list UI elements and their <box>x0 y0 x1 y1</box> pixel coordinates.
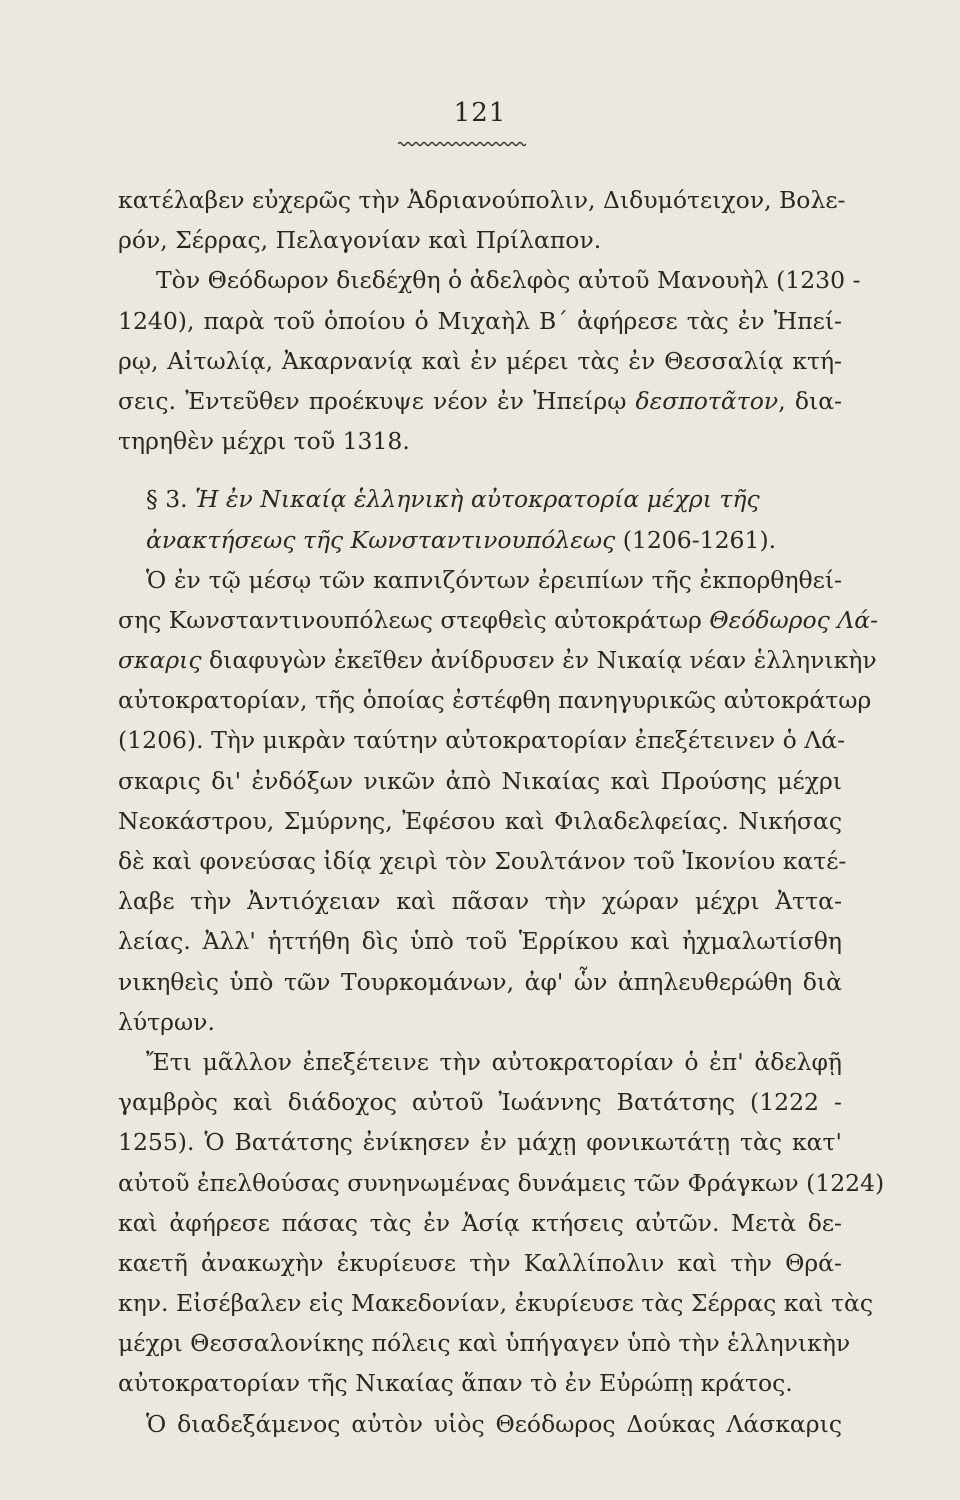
text-line: τηρηθὲν μέχρι τοῦ 1318. <box>118 427 410 456</box>
text-line: λύτρων. <box>118 1007 215 1036</box>
text-line: αὐτοκρατορίαν, τῆς ὁποίας ἐστέφθη πανηγυρικῶς αὐτοκράτωρ <box>118 686 872 715</box>
text-line: καὶ ἀφήρεσε πάσας τὰς ἐν Ἀσίᾳ κτήσεις αὐτῶν. Μετὰ δε- <box>118 1208 842 1237</box>
text-line: λαβε τὴν Ἀντιόχειαν καὶ πᾶσαν τὴν χώραν μέχρι Ἀττα- <box>118 887 842 916</box>
text-line: αὐτοῦ ἐπελθούσας συνηνωμένας δυνάμεις τῶν Φράγκων (1224) <box>118 1168 885 1197</box>
text-line: Τὸν Θεόδωρον διεδέχθη ὁ ἀδελφὸς αὐτοῦ Μανουὴλ (1230 - <box>156 266 861 295</box>
text-line: σκαρις δι' ἐνδόξων νικῶν ἀπὸ Νικαίας καὶ Προύσης μέχρι <box>118 766 842 795</box>
text-line <box>118 600 879 640</box>
italic-name: Θεόδωρος Λά- <box>709 605 879 634</box>
text-line: Ὁ ἐν τῷ μέσῳ τῶν καπνιζόντων ἐρειπίων τῆς ἐκπορθηθεί- <box>146 565 842 594</box>
text-segment: , δια- <box>778 386 842 415</box>
text-line: (1206). Τὴν μικρὰν ταύτην αὐτοκρατορίαν ἐπεξέτεινεν ὁ Λά- <box>118 726 846 755</box>
text-line: 1240), παρὰ τοῦ ὁποίου ὁ Μιχαὴλ Β΄ ἀφήρεσε τὰς ἐν Ἠπεί- <box>118 306 842 335</box>
italic-name: σκαρις <box>118 646 202 675</box>
section-heading-line-2 <box>118 520 842 560</box>
text-line: Ἔτι μᾶλλον ἐπεξέτεινε τὴν αὐτοκρατορίαν ὁ ἐπ' ἀδελφῇ <box>146 1047 842 1076</box>
text-line: Ὁ διαδεξάμενος αὐτὸν υἱὸς Θεόδωρος Δούκας Λάσκαρις <box>146 1409 842 1438</box>
page-number: 121 <box>453 98 507 128</box>
text-segment: σεις. Ἐντεῦθεν προέκυψε νέον ἐν Ἠπείρῳ <box>118 386 636 415</box>
text-line: καετῆ ἀνακωχὴν ἐκυρίευσε τὴν Καλλίπολιν καὶ τὴν Θρά- <box>118 1248 842 1277</box>
text-line: κατέλαβεν εὐχερῶς τὴν Ἀδριανούπολιν, Διδυμότειχον, Βολε- <box>118 186 846 214</box>
text-line: κην. Εἰσέβαλεν εἰς Μακεδονίαν, ἐκυρίευσε τὰς Σέρρας καὶ τὰς <box>118 1289 874 1318</box>
text-segment: διαφυγὼν ἐκεῖθεν ἀνίδρυσεν ἐν Νικαίᾳ νέαν ἑλληνικὴν <box>201 646 877 675</box>
section-title: Ἡ ἐν Νικαίᾳ ἑλληνικὴ αὐτοκρατορία μέχρι τῆς <box>195 485 760 514</box>
section-spacer <box>118 461 842 479</box>
text-segment: σης Κωνσταντινουπόλεως στεφθεὶς αὐτοκράτωρ <box>118 605 710 634</box>
text-line: ρόν, Σέρρας, Πελαγονίαν καὶ Πρίλαπον. <box>118 226 602 255</box>
section-marker: § 3. <box>146 485 188 514</box>
section-dates: (1206-1261). <box>622 525 777 554</box>
text-line: 1255). Ὁ Βατάτσης ἐνίκησεν ἐν μάχῃ φονικωτάτῃ τὰς κατ' <box>118 1128 842 1157</box>
text-line <box>118 640 877 680</box>
text-line <box>118 381 842 421</box>
text-line: δὲ καὶ φονεύσας ἰδίᾳ χειρὶ τὸν Σουλτάνον τοῦ Ἰκονίου κατέ- <box>118 847 847 875</box>
decorative-rule <box>398 140 526 148</box>
italic-term: δεσποτᾶτον <box>635 386 779 415</box>
text-line: μέχρι Θεσσαλονίκης πόλεις καὶ ὑπήγαγεν ὑπὸ τὴν ἑλληνικὴν <box>118 1329 851 1358</box>
text-line: ρῳ, Αἰτωλίᾳ, Ἀκαρνανίᾳ καὶ ἐν μέρει τὰς ἐν Θεσσαλίᾳ κτή- <box>118 346 842 375</box>
text-line: Νεοκάστρου, Σμύρνης, Ἐφέσου καὶ Φιλαδελφείας. Νικήσας <box>118 806 842 835</box>
text-line: λείας. Ἀλλ' ἡττήθη δὶς ὑπὸ τοῦ Ἑρρίκου καὶ ἠχμαλωτίσθη <box>118 927 842 956</box>
text-line: γαμβρὸς καὶ διάδοχος αὐτοῦ Ἰωάννης Βατάτσης (1222 - <box>118 1088 842 1117</box>
text-line: αὐτοκρατορίαν τῆς Νικαίας ἅπαν τὸ ἐν Εὐρώπῃ κράτος. <box>118 1369 793 1398</box>
text-line: νικηθεὶς ὑπὸ τῶν Τουρκομάνων, ἀφ' ὧν ἀπηλευθερώθη διὰ <box>118 967 842 996</box>
section-title-continued: ἀνακτήσεως τῆς Κωνσταντινουπόλεως <box>146 525 616 554</box>
section-heading <box>118 479 842 519</box>
page-body <box>118 180 885 1444</box>
